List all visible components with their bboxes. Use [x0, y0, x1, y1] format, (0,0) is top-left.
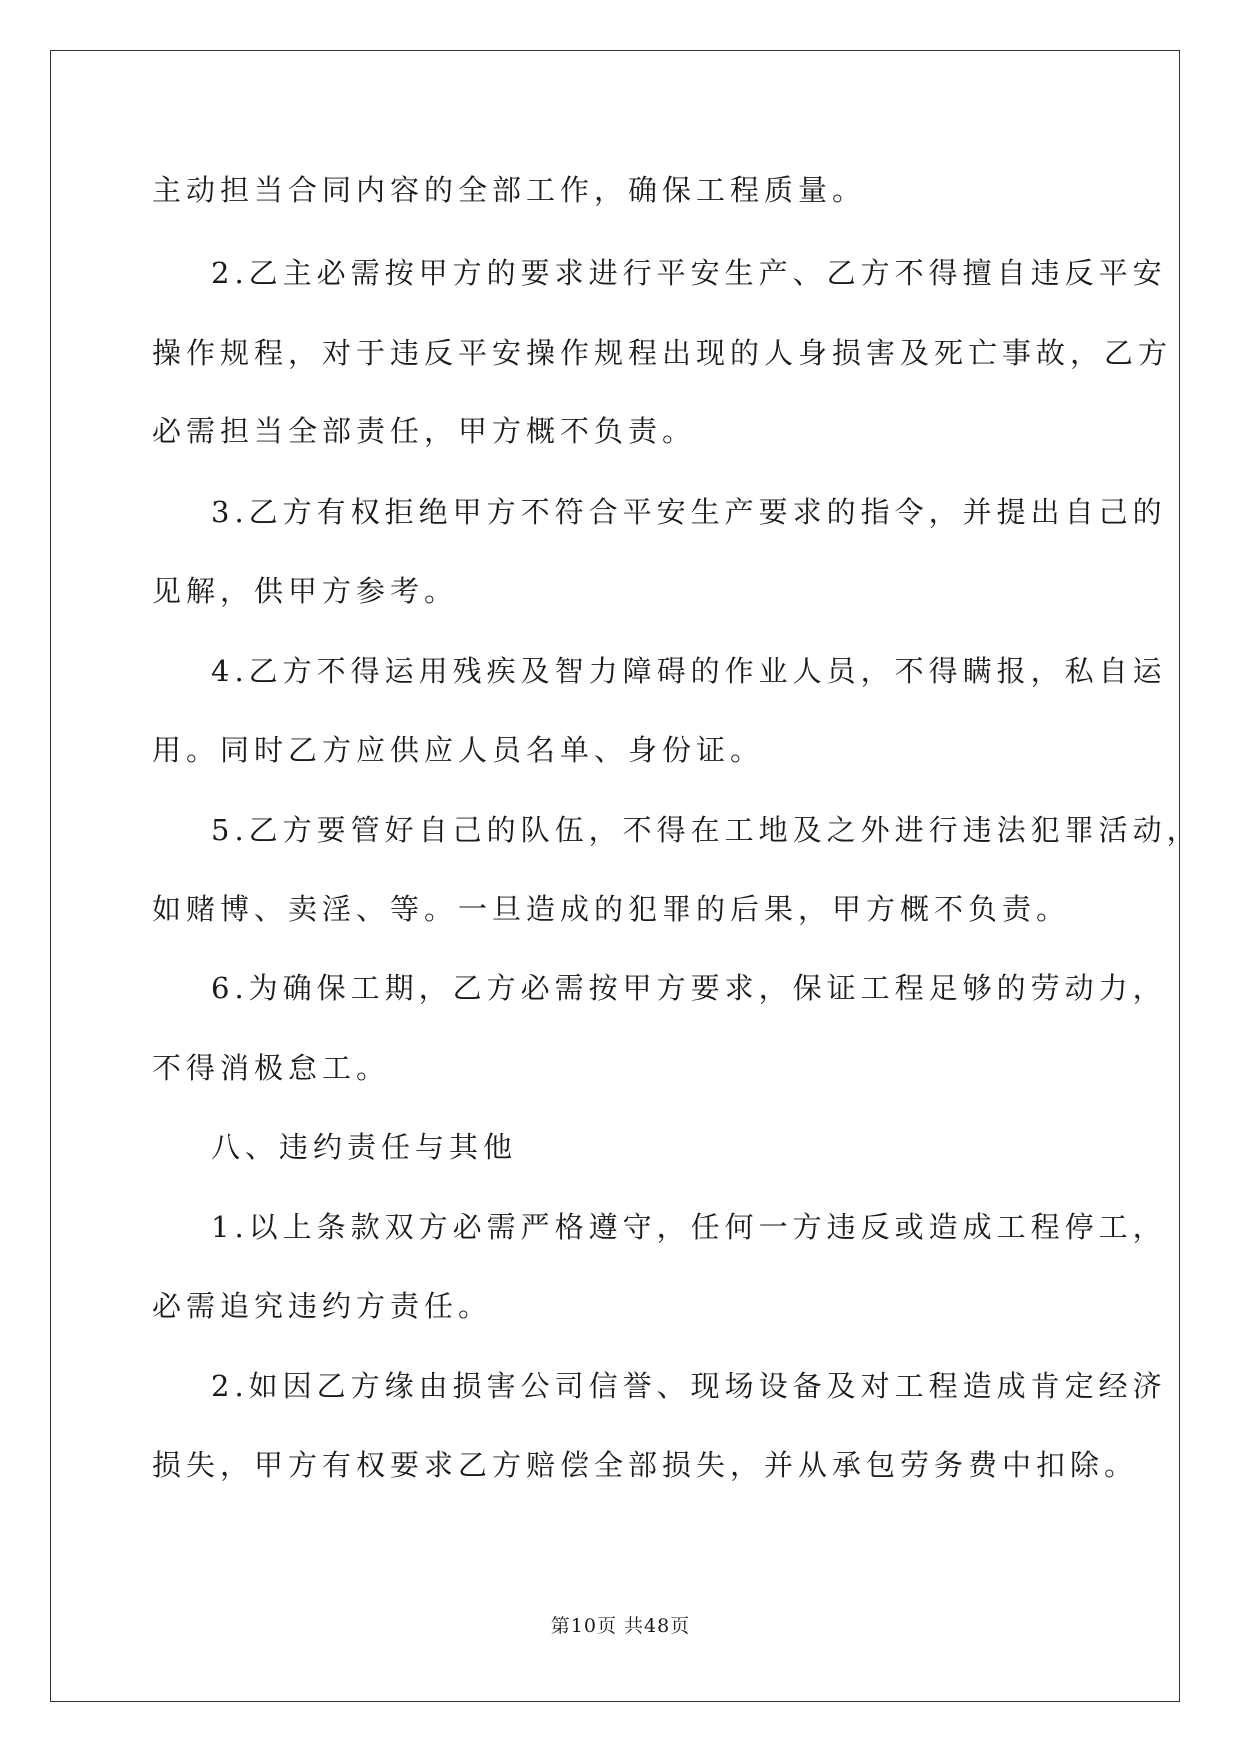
text-line: 如赌博、卖淫、等。一旦造成的犯罪的后果，甲方概不负责。	[152, 892, 1071, 926]
text-line: 1.以上条款双方必需严格遵守，任何一方违反或造成工程停工，	[211, 1210, 1167, 1244]
text-line: 损失，甲方有权要求乙方赔偿全部损失，并从承包劳务费中扣除。	[152, 1448, 1139, 1482]
page-number-footer: 第10页 共48页	[550, 1615, 691, 1637]
text-line: 3.乙方有权拒绝甲方不符合平安生产要求的指令，并提出自己的	[211, 495, 1167, 529]
text-line: 5.乙方要管好自己的队伍，不得在工地及之外进行违法犯罪活动，	[211, 813, 1201, 847]
text-line: 操作规程，对于违反平安操作规程出现的人身损害及死亡事故，乙方	[152, 336, 1173, 370]
text-line: 主动担当合同内容的全部工作，确保工程质量。	[152, 173, 867, 207]
section-heading: 八、违约责任与其他	[211, 1130, 518, 1164]
text-line: 用。同时乙方应供应人员名单、身份证。	[152, 733, 765, 767]
text-line: 不得消极怠工。	[152, 1051, 391, 1085]
text-line: 6.为确保工期，乙方必需按甲方要求，保证工程足够的劳动力，	[211, 971, 1167, 1005]
text-line: 2.乙主必需按甲方的要求进行平安生产、乙方不得擅自违反平安	[211, 256, 1167, 290]
text-line: 必需追究违约方责任。	[152, 1289, 493, 1323]
text-line: 见解，供甲方参考。	[152, 574, 459, 608]
text-line: 2.如因乙方缘由损害公司信誉、现场设备及对工程造成肯定经济	[211, 1369, 1167, 1403]
text-line: 必需担当全部责任，甲方概不负责。	[152, 414, 697, 448]
text-line: 4.乙方不得运用残疾及智力障碍的作业人员，不得瞒报，私自运	[211, 654, 1167, 688]
